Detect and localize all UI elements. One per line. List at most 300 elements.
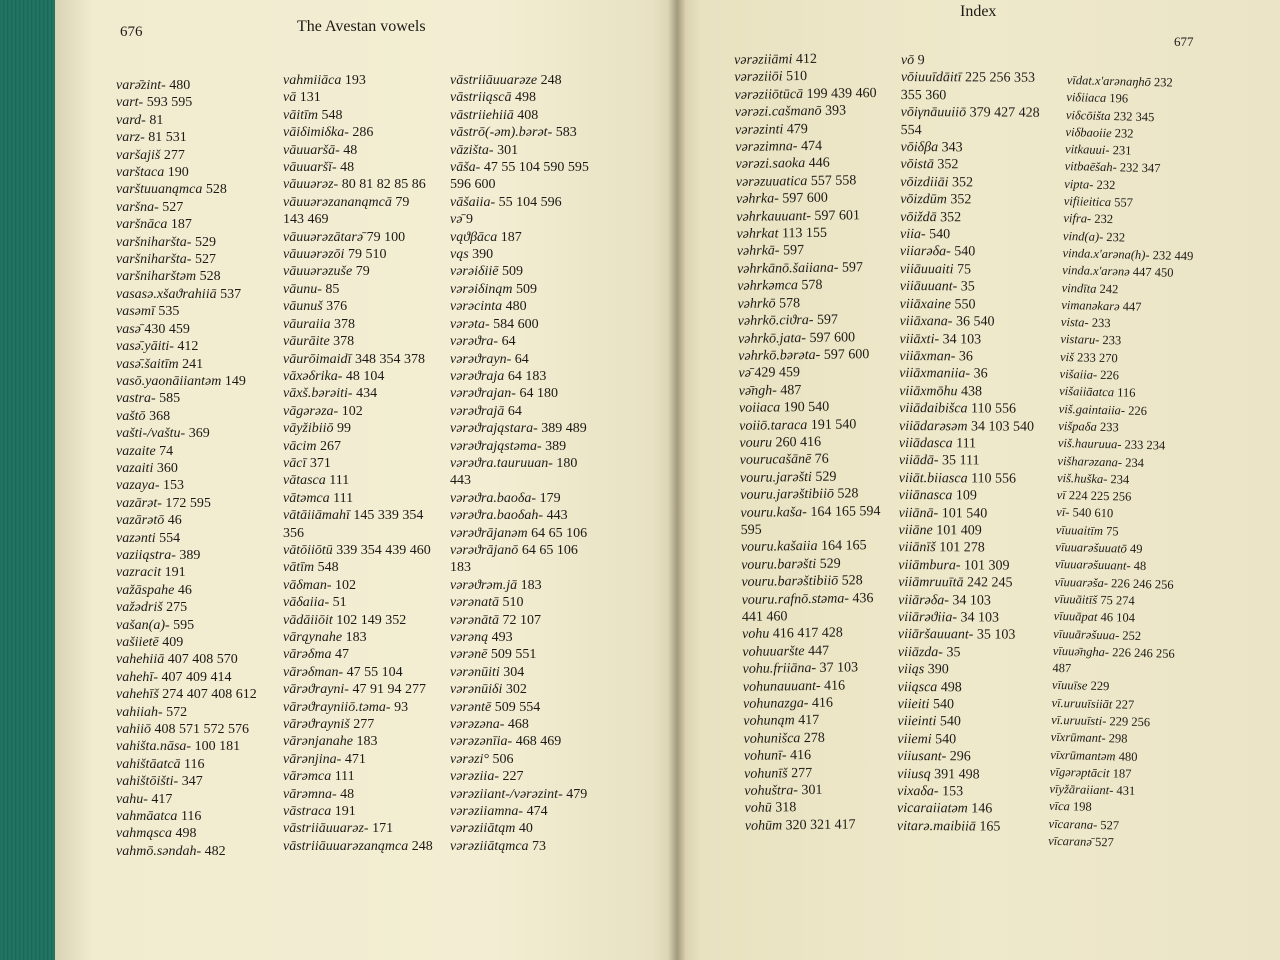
index-page-refs: 233 — [1091, 315, 1111, 331]
index-term: vǝrǝziiāmi — [734, 52, 793, 68]
index-term: vīuuarǝša- — [1054, 574, 1109, 590]
index-term: vōiždā — [900, 209, 937, 225]
index-term: vāurāite — [283, 334, 330, 350]
index-page-refs: 443 — [546, 508, 568, 524]
index-entry — [283, 681, 433, 698]
index-page-refs: 234 — [1110, 472, 1130, 487]
index-term: viiānīš — [898, 540, 936, 556]
index-page-refs: 498 — [175, 826, 197, 842]
index-page-refs: 407 409 414 — [161, 669, 232, 685]
index-page-refs: 535 — [158, 304, 180, 320]
index-term: voiiaca — [738, 400, 781, 417]
index-entry — [450, 838, 589, 855]
index-term: vahiiah- — [116, 704, 163, 720]
index-page-refs: 34 103 — [942, 331, 982, 347]
index-entry — [734, 50, 876, 69]
index-page-refs: 540 — [929, 227, 951, 243]
index-page-refs: 234 — [1125, 455, 1145, 470]
index-term: vahmiiāca — [283, 73, 342, 88]
index-page-refs: 190 540 — [783, 399, 830, 416]
index-term: viδiiaca — [1066, 90, 1107, 106]
index-entry — [734, 85, 876, 104]
index-term: vāstriiāuuarǝze — [450, 73, 538, 88]
index-entry — [898, 574, 1037, 592]
index-entry — [450, 194, 589, 211]
index-term: vǝrǝziiōi — [734, 69, 783, 86]
index-entry — [900, 209, 1039, 227]
index-page-refs: 252 — [1122, 628, 1142, 643]
index-page-refs: 229 — [1090, 679, 1110, 694]
index-term: vǝrǝziiātąm — [450, 821, 516, 837]
index-term: vārǝϑrayni- — [283, 682, 349, 698]
index-term: viiāxmōhu — [899, 383, 958, 400]
index-page-refs: 149 — [224, 373, 246, 389]
index-page-refs: 224 225 256 — [1068, 488, 1132, 504]
index-term: vourucašānē — [739, 452, 812, 469]
index-entry — [738, 346, 880, 365]
index-term: vouru.jarǝštibiiō — [740, 486, 835, 504]
index-page-refs: 34 103 540 — [970, 418, 1035, 435]
index-term: vohunišca — [743, 730, 801, 747]
index-term: vīcarana- — [1048, 816, 1098, 832]
index-entry — [450, 803, 589, 820]
index-term: vāitīm — [283, 107, 318, 123]
index-term: varz- — [116, 130, 145, 146]
index-term: vīuuǝ̄ngha- — [1052, 643, 1110, 659]
index-term: vinda.x'arǝnǝ — [1061, 263, 1130, 279]
index-page-refs: 583 — [555, 125, 577, 141]
index-entry — [116, 129, 257, 146]
index-page-refs: 468 469 — [515, 734, 562, 750]
index-page-refs: 540 — [954, 244, 976, 260]
index-page-refs: 75 274 — [1100, 592, 1135, 608]
index-page-refs: 48 104 — [345, 368, 385, 384]
index-page-refs: 509 554 — [494, 699, 541, 715]
index-page-refs: 9 — [917, 53, 925, 69]
index-entry — [116, 547, 257, 564]
index-term: vǝrǝϑrająstara- — [450, 421, 538, 437]
index-page-refs: 412 — [795, 51, 818, 68]
index-page-refs: 352 — [940, 209, 962, 225]
index-page-refs: 190 — [167, 165, 189, 181]
index-term: vāstriiāuuarǝzanąmca — [283, 838, 409, 854]
index-term: varšniharštǝm — [116, 269, 197, 285]
index-page-refs: 498 — [514, 90, 536, 106]
index-entry — [742, 624, 884, 643]
index-term: vīca — [1048, 799, 1071, 814]
index-term: vifiieitica — [1063, 194, 1112, 210]
index-term: vohūm — [744, 818, 783, 834]
index-entry — [737, 276, 879, 295]
index-term: viiāxmaniia- — [899, 366, 971, 382]
index-term: vindīta — [1061, 280, 1097, 296]
index-page-refs: 320 321 417 — [785, 817, 856, 834]
index-term: varštuuanąmca — [116, 182, 203, 198]
index-term: vohunī- — [743, 748, 787, 765]
index-entry — [283, 89, 433, 106]
index-page-refs: 277 — [791, 765, 813, 781]
index-term: vohunąm — [743, 713, 795, 730]
index-term: vī.uruuīsiiāt — [1051, 695, 1113, 711]
index-term: vǝrǝzǝna- — [450, 717, 505, 733]
index-term: vazaya- — [116, 478, 160, 494]
index-page-refs: 417 — [798, 713, 820, 729]
index-page-refs: 233 270 — [1076, 350, 1118, 366]
index-page-refs: 232 449 — [1152, 248, 1194, 264]
index-term: vōiuuīdāitī — [900, 70, 962, 86]
index-entry — [283, 612, 433, 629]
index-term: vāstriiāuuarǝz- — [283, 821, 369, 837]
index-entry — [736, 172, 878, 191]
index-term: vāstrō(-ǝm).bǝrǝt- — [450, 125, 553, 141]
index-term: vārąynahe — [283, 630, 343, 645]
index-term: vārǝϑrayniiō.tǝma- — [283, 699, 391, 715]
index-term: vouru.barǝštibiiō — [741, 573, 839, 591]
index-entry — [741, 520, 883, 539]
index-entry — [283, 507, 433, 524]
index-term: vǝrǝϑrajan- — [450, 386, 516, 402]
index-entry — [742, 607, 884, 626]
index-term: vahehiiā — [116, 652, 165, 668]
index-term: vǝhrkō — [737, 296, 776, 312]
index-entry — [450, 820, 589, 837]
index-entry — [450, 612, 589, 629]
index-term: viiąs — [897, 662, 925, 678]
index-term: vǝrǝϑrǝm.jā — [450, 577, 518, 593]
index-term: važǝdriš — [116, 600, 163, 616]
index-entry — [450, 420, 589, 437]
index-entry — [116, 181, 257, 198]
index-entry — [898, 626, 1037, 644]
index-page-refs: 48 — [340, 160, 355, 176]
index-page-refs: 390 — [927, 662, 949, 678]
index-term: vahišta.nāsa- — [116, 739, 192, 755]
index-entry — [898, 557, 1037, 575]
index-entry — [901, 69, 1040, 87]
index-entry — [283, 733, 433, 750]
index-entry — [901, 87, 1040, 105]
index-entry — [450, 263, 589, 280]
index-page-refs: 510 — [502, 595, 524, 611]
index-page-refs: 296 — [949, 749, 971, 765]
index-page-refs: 49 — [1129, 541, 1143, 557]
index-term: vīxrūmant- — [1050, 730, 1106, 746]
index-entry — [450, 351, 589, 368]
index-entry — [744, 764, 886, 783]
index-page-refs: 180 — [556, 455, 578, 471]
index-term: vīuuarǝšuuatō — [1055, 539, 1128, 556]
index-term: voiiō.taraca — [739, 417, 808, 434]
index-term: vāurōimaidī — [283, 351, 352, 367]
index-page-refs: 537 — [220, 286, 242, 302]
index-entry — [900, 226, 1039, 244]
index-page-refs: 356 — [283, 525, 304, 541]
index-page-refs: 35 103 — [976, 627, 1016, 644]
index-entry — [899, 365, 1038, 383]
index-term: vōistā — [900, 157, 934, 173]
index-page-refs: 46 104 — [1100, 610, 1136, 626]
index-term: vārǝnjina- — [283, 751, 342, 767]
index-page-refs: 232 — [1096, 177, 1116, 192]
index-term: vātasca — [283, 473, 326, 489]
index-term: vācī — [283, 455, 307, 471]
index-term: vind(a)- — [1062, 228, 1104, 244]
index-page-refs: 191 — [334, 804, 356, 820]
index-term: vǝrǝzi.cašmanō — [734, 104, 822, 121]
index-term: vāuuǝrǝzōi — [283, 247, 345, 263]
index-entry — [738, 363, 880, 382]
index-term: viš.hauruua- — [1057, 436, 1122, 452]
index-entry — [283, 368, 433, 385]
index-entry — [116, 582, 257, 599]
index-entry — [899, 400, 1038, 418]
index-page-refs: 595 — [740, 522, 762, 538]
index-entry — [283, 333, 433, 350]
index-term: vinda.x'arǝna(h)- — [1062, 245, 1150, 263]
index-entry — [899, 505, 1038, 523]
index-page-refs: 100 181 — [194, 739, 241, 755]
index-term: vaziiąstra- — [116, 547, 176, 563]
index-page-refs: 557 558 — [810, 173, 857, 189]
index-term: varšajiš — [116, 147, 161, 163]
index-entry — [450, 281, 589, 298]
index-page-refs: 554 — [159, 530, 181, 546]
index-entry — [116, 825, 257, 842]
index-term: vahmō.sǝndah- — [116, 843, 202, 859]
index-entry — [450, 629, 589, 646]
index-page-refs: 226 246 256 — [1110, 575, 1174, 592]
index-page-refs: 597 — [782, 243, 805, 259]
index-page-refs: 34 103 — [960, 610, 1000, 626]
index-page-refs: 479 — [566, 786, 588, 802]
index-entry — [741, 537, 883, 556]
index-page-refs: 302 — [505, 682, 527, 698]
index-term: vāgǝrǝza- — [283, 403, 339, 419]
index-entry — [283, 803, 433, 820]
index-term: vārǝnjanahe — [283, 734, 353, 750]
index-entry — [898, 522, 1037, 540]
index-page-refs: 36 540 — [955, 314, 995, 330]
index-entry — [1048, 833, 1179, 853]
index-page-refs: 506 — [492, 751, 514, 767]
index-term: vǝrǝziiant-/vǝrǝzint- — [450, 786, 563, 802]
index-entry — [450, 664, 589, 681]
index-entry — [897, 731, 1036, 749]
index-entry — [116, 286, 257, 303]
index-page-refs: 438 — [961, 384, 983, 400]
index-term: viiāt.biiasca — [898, 470, 968, 487]
index-entry — [283, 420, 433, 437]
index-entry — [450, 525, 589, 542]
index-entry — [897, 800, 1036, 818]
index-entry — [450, 438, 589, 455]
index-term: vašti-/vaštu- — [116, 426, 186, 442]
index-page-refs: 527 — [194, 252, 216, 268]
index-page-refs: 378 — [333, 334, 355, 350]
index-entry — [116, 669, 257, 686]
index-term: vasō.yaonāiiantǝm — [116, 373, 222, 389]
index-term: viiāne — [898, 522, 933, 539]
index-page-refs: 73 — [532, 838, 547, 854]
index-term: vohu.friiāna- — [742, 661, 817, 678]
index-term: viiarǝδa- — [899, 244, 951, 260]
index-page-refs: 441 460 — [741, 609, 788, 625]
index-entry — [900, 243, 1039, 261]
index-entry — [736, 224, 878, 243]
index-page-refs: 153 — [942, 784, 964, 800]
index-page-refs: 430 459 — [144, 321, 190, 337]
index-term: vǝrǝziiōtūcā — [734, 86, 804, 103]
index-entry — [739, 398, 881, 417]
index-term: vīyžāraiiant- — [1049, 781, 1114, 798]
index-page-refs: 102 — [341, 403, 363, 419]
index-page-refs: 301 — [497, 142, 519, 158]
index-page-refs: 80 81 82 85 86 — [341, 177, 426, 193]
index-term: vahmāatca — [116, 809, 178, 825]
index-term: vā — [283, 90, 297, 106]
right-page — [677, 0, 1280, 960]
index-entry — [736, 189, 878, 208]
book-cover-cloth — [0, 0, 60, 960]
index-term: vohu — [742, 626, 770, 643]
index-term: vāuuaršā- — [283, 142, 340, 158]
index-page-refs: 232 — [1153, 75, 1173, 90]
index-page-refs: 527 — [1100, 817, 1120, 833]
index-page-refs: 389 489 — [541, 421, 587, 437]
index-term: vǝrǝzinti — [734, 121, 784, 138]
index-term: viiąsca — [897, 679, 938, 695]
index-entry — [900, 139, 1039, 157]
index-entry — [450, 594, 589, 611]
index-term: vǝ̄ — [450, 212, 463, 228]
index-page-refs: 229 256 — [1109, 714, 1151, 730]
index-page-refs: 301 — [801, 782, 823, 799]
index-entry — [735, 120, 877, 139]
index-entry — [283, 751, 433, 768]
index-entry — [116, 756, 257, 773]
index-page-refs: 408 571 572 576 — [154, 722, 249, 738]
index-term: vahiiō — [116, 722, 151, 738]
index-entry — [450, 211, 589, 228]
index-entry — [283, 159, 433, 176]
index-entry — [741, 555, 883, 574]
index-term: vārǝmca — [283, 769, 332, 785]
index-entry — [898, 539, 1037, 557]
index-page-refs: 75 — [1105, 523, 1119, 539]
index-term: vāša- — [450, 160, 481, 176]
index-term: varšnāca — [116, 217, 168, 233]
left-page-number: 676 — [120, 24, 143, 40]
index-entry — [450, 768, 589, 785]
index-page-refs: 585 — [159, 391, 181, 407]
index-page-refs: 417 — [151, 791, 173, 807]
index-entry — [743, 677, 885, 696]
index-page-refs: 196 — [1109, 91, 1129, 106]
index-page-refs: 286 — [352, 125, 374, 141]
index-entry — [116, 94, 257, 111]
index-entry — [450, 89, 589, 106]
index-term: vǝhrkǝmca — [737, 278, 799, 295]
index-entry — [116, 164, 257, 181]
index-term: vǝrǝϑrająstǝma- — [450, 438, 542, 454]
index-term: vǝrǝcinta — [450, 299, 503, 315]
index-page-refs: 509 — [501, 264, 523, 280]
index-page-refs: 48 — [343, 142, 358, 158]
index-entry — [116, 443, 257, 460]
index-page-refs: 48 — [1133, 559, 1147, 574]
index-term: viš.gaintaiia- — [1058, 401, 1126, 418]
index-page-refs: 487 — [780, 382, 802, 399]
index-entry — [897, 783, 1036, 801]
index-term: vixaδa- — [897, 784, 939, 800]
index-term: vīuuāpat — [1053, 609, 1098, 625]
index-entry — [116, 390, 257, 407]
index-term: viiāmruuītā — [898, 575, 964, 591]
index-page-refs: 360 — [156, 460, 178, 476]
index-term: vǝrǝzi° — [450, 751, 490, 767]
index-entry — [450, 159, 589, 176]
index-page-refs: 64 — [514, 351, 529, 367]
index-entry — [283, 820, 433, 837]
index-term: vāiδimiδka- — [283, 125, 349, 141]
index-term: viiāzda- — [897, 644, 944, 661]
index-term: vǝ̄ — [738, 366, 752, 382]
index-entry — [116, 617, 257, 634]
index-page-refs: 47 91 94 277 — [352, 682, 426, 698]
index-page-refs: 379 427 428 — [969, 105, 1040, 121]
index-page-refs: 241 — [182, 356, 204, 372]
index-page-refs: 572 — [166, 704, 188, 720]
index-page-refs: 85 — [325, 281, 340, 297]
index-page-refs: 242 — [1099, 281, 1119, 296]
index-page-refs: 226 246 256 — [1112, 645, 1175, 661]
index-term: vouru — [739, 435, 773, 451]
index-page-refs: 36 — [958, 349, 973, 365]
index-entry — [116, 303, 257, 320]
index-term: vitkauui- — [1064, 142, 1110, 158]
index-entry — [283, 577, 433, 594]
index-entry — [899, 487, 1038, 505]
index-entry — [450, 298, 589, 315]
index-entry — [450, 559, 589, 576]
right-running-head: Index — [960, 3, 997, 20]
index-entry — [116, 721, 257, 738]
index-entry — [116, 216, 257, 233]
index-term: viiāxaine — [899, 296, 952, 312]
index-term: vǝrǝiδinąm — [450, 281, 513, 297]
index-page-refs: 143 469 — [283, 212, 329, 228]
index-page-refs: 468 — [507, 717, 529, 733]
index-term: vahu- — [116, 791, 148, 807]
index-column-1 — [116, 77, 257, 860]
index-term: vista- — [1060, 315, 1089, 330]
index-page-refs: 554 — [900, 122, 922, 138]
index-page-refs: 597 601 — [814, 207, 861, 224]
index-page-refs: 183 — [520, 577, 542, 593]
index-page-refs: 597 600 — [809, 329, 856, 346]
index-entry — [450, 681, 589, 698]
index-page-refs: 389 — [545, 438, 567, 454]
index-term: viiāršauuant- — [897, 627, 974, 643]
index-page-refs: 46 — [167, 513, 182, 529]
index-term: vārǝδman- — [283, 664, 344, 680]
index-term: vāuuaršī- — [283, 160, 337, 176]
index-page-refs: 111 — [334, 769, 355, 785]
index-page-refs: 145 339 354 — [353, 508, 424, 524]
index-term: vazaiti — [116, 460, 154, 476]
index-term: vašiietē — [116, 635, 159, 650]
index-term: vohuuaršte — [742, 643, 805, 660]
